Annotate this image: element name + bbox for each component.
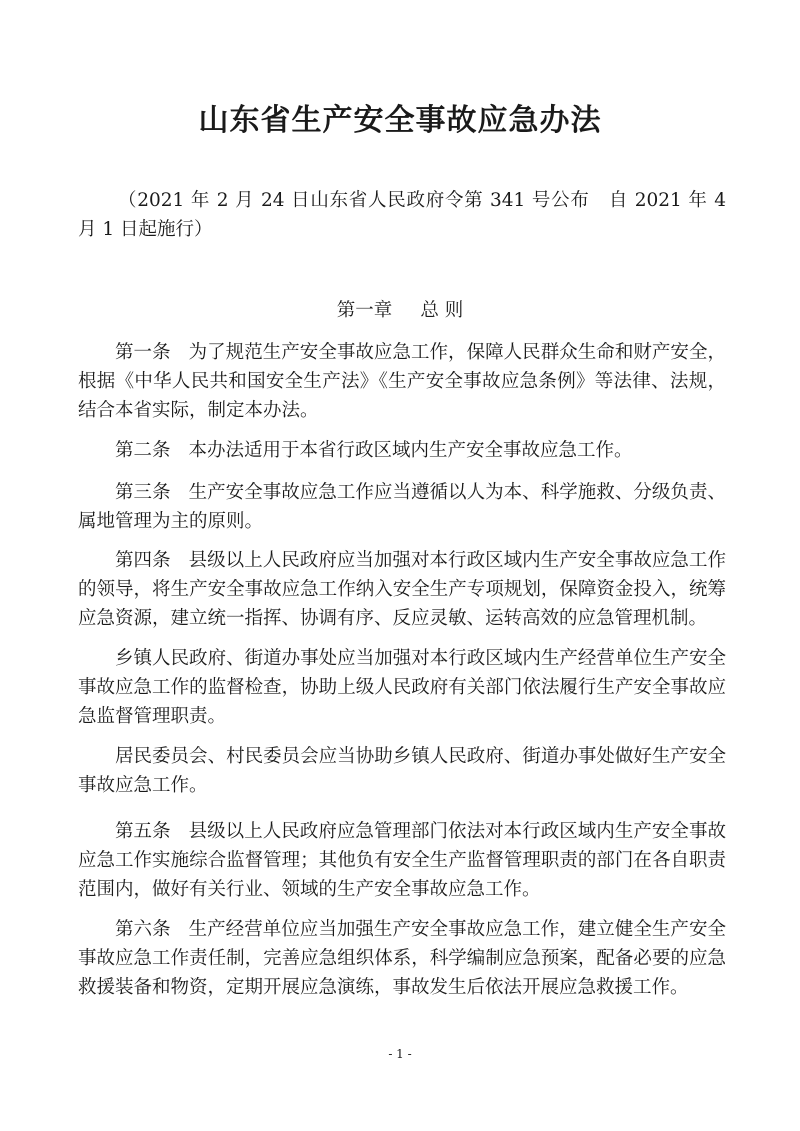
document-title: 山东省生产安全事故应急办法 — [198, 103, 602, 138]
page-number: - 1 - — [388, 1047, 412, 1061]
chapter-name: 总 则 — [420, 300, 464, 321]
article-text: 县级以上人民政府应当加强对本行政区域内生产安全事故应急工作的领导，将生产安全事故应急工作纳入安全生产专项规划，保障资金投入，统筹应急资源，建立统一指挥、协调有序、反应灵敏、运转高效的应急管理机制。 — [78, 550, 726, 629]
article-paragraph — [78, 742, 726, 800]
article-paragraph — [78, 915, 726, 1002]
article-label: 第二条 — [115, 440, 171, 461]
promulgation-note: （2021 年 2 月 24 日山东省人民政府令第 341 号公布 自 2021 年 4 月 1 日起施行） — [78, 190, 726, 240]
article-label: 第三条 — [115, 482, 171, 503]
article-text: 生产经营单位应当加强生产安全事故应急工作，建立健全生产安全事故应急工作责任制，完善应急组织体系，科学编制应急预案，配备必要的应急救援装备和物资，定期开展应急演练，事故发生后依法开展应急救援工作。 — [78, 919, 726, 998]
article-label: 第一条 — [115, 342, 171, 363]
article-text: 本办法适用于本省行政区域内生产安全事故应急工作。 — [188, 440, 633, 461]
article-label: 第四条 — [115, 550, 171, 571]
article-text: 县级以上人民政府应急管理部门依法对本行政区域内生产安全事故应急工作实施综合监督管理；其他负有安全生产监督管理职责的部门在各自职责范围内，做好有关行业、领域的生产安全事故应急工作。 — [78, 821, 726, 900]
article-text: 乡镇人民政府、街道办事处应当加强对本行政区域内生产经营单位生产安全事故应急工作的监督检查，协助上级人民政府有关部门依法履行生产安全事故应急监督管理职责。 — [78, 648, 726, 727]
article-label: 第五条 — [115, 821, 171, 842]
chapter-heading — [0, 296, 800, 325]
article-text: 为了规范生产安全事故应急工作，保障人民群众生命和财产安全，根据《中华人民共和国安全生产法》《生产安全事故应急条例》等法律、法规，结合本省实际，制定本办法。 — [78, 342, 726, 421]
article-paragraph — [78, 644, 726, 731]
chapter-number: 第一章 — [336, 300, 393, 321]
article-paragraph — [78, 478, 726, 536]
article-text: 生产安全事故应急工作应当遵循以人为本、科学施救、分级负责、属地管理为主的原则。 — [78, 482, 726, 532]
article-paragraph — [78, 817, 726, 904]
article-paragraph — [78, 546, 726, 633]
article-text: 居民委员会、村民委员会应当协助乡镇人民政府、街道办事处做好生产安全事故应急工作。 — [78, 746, 726, 796]
article-paragraph — [78, 436, 726, 465]
article-label: 第六条 — [115, 919, 171, 940]
article-paragraph — [78, 338, 726, 425]
